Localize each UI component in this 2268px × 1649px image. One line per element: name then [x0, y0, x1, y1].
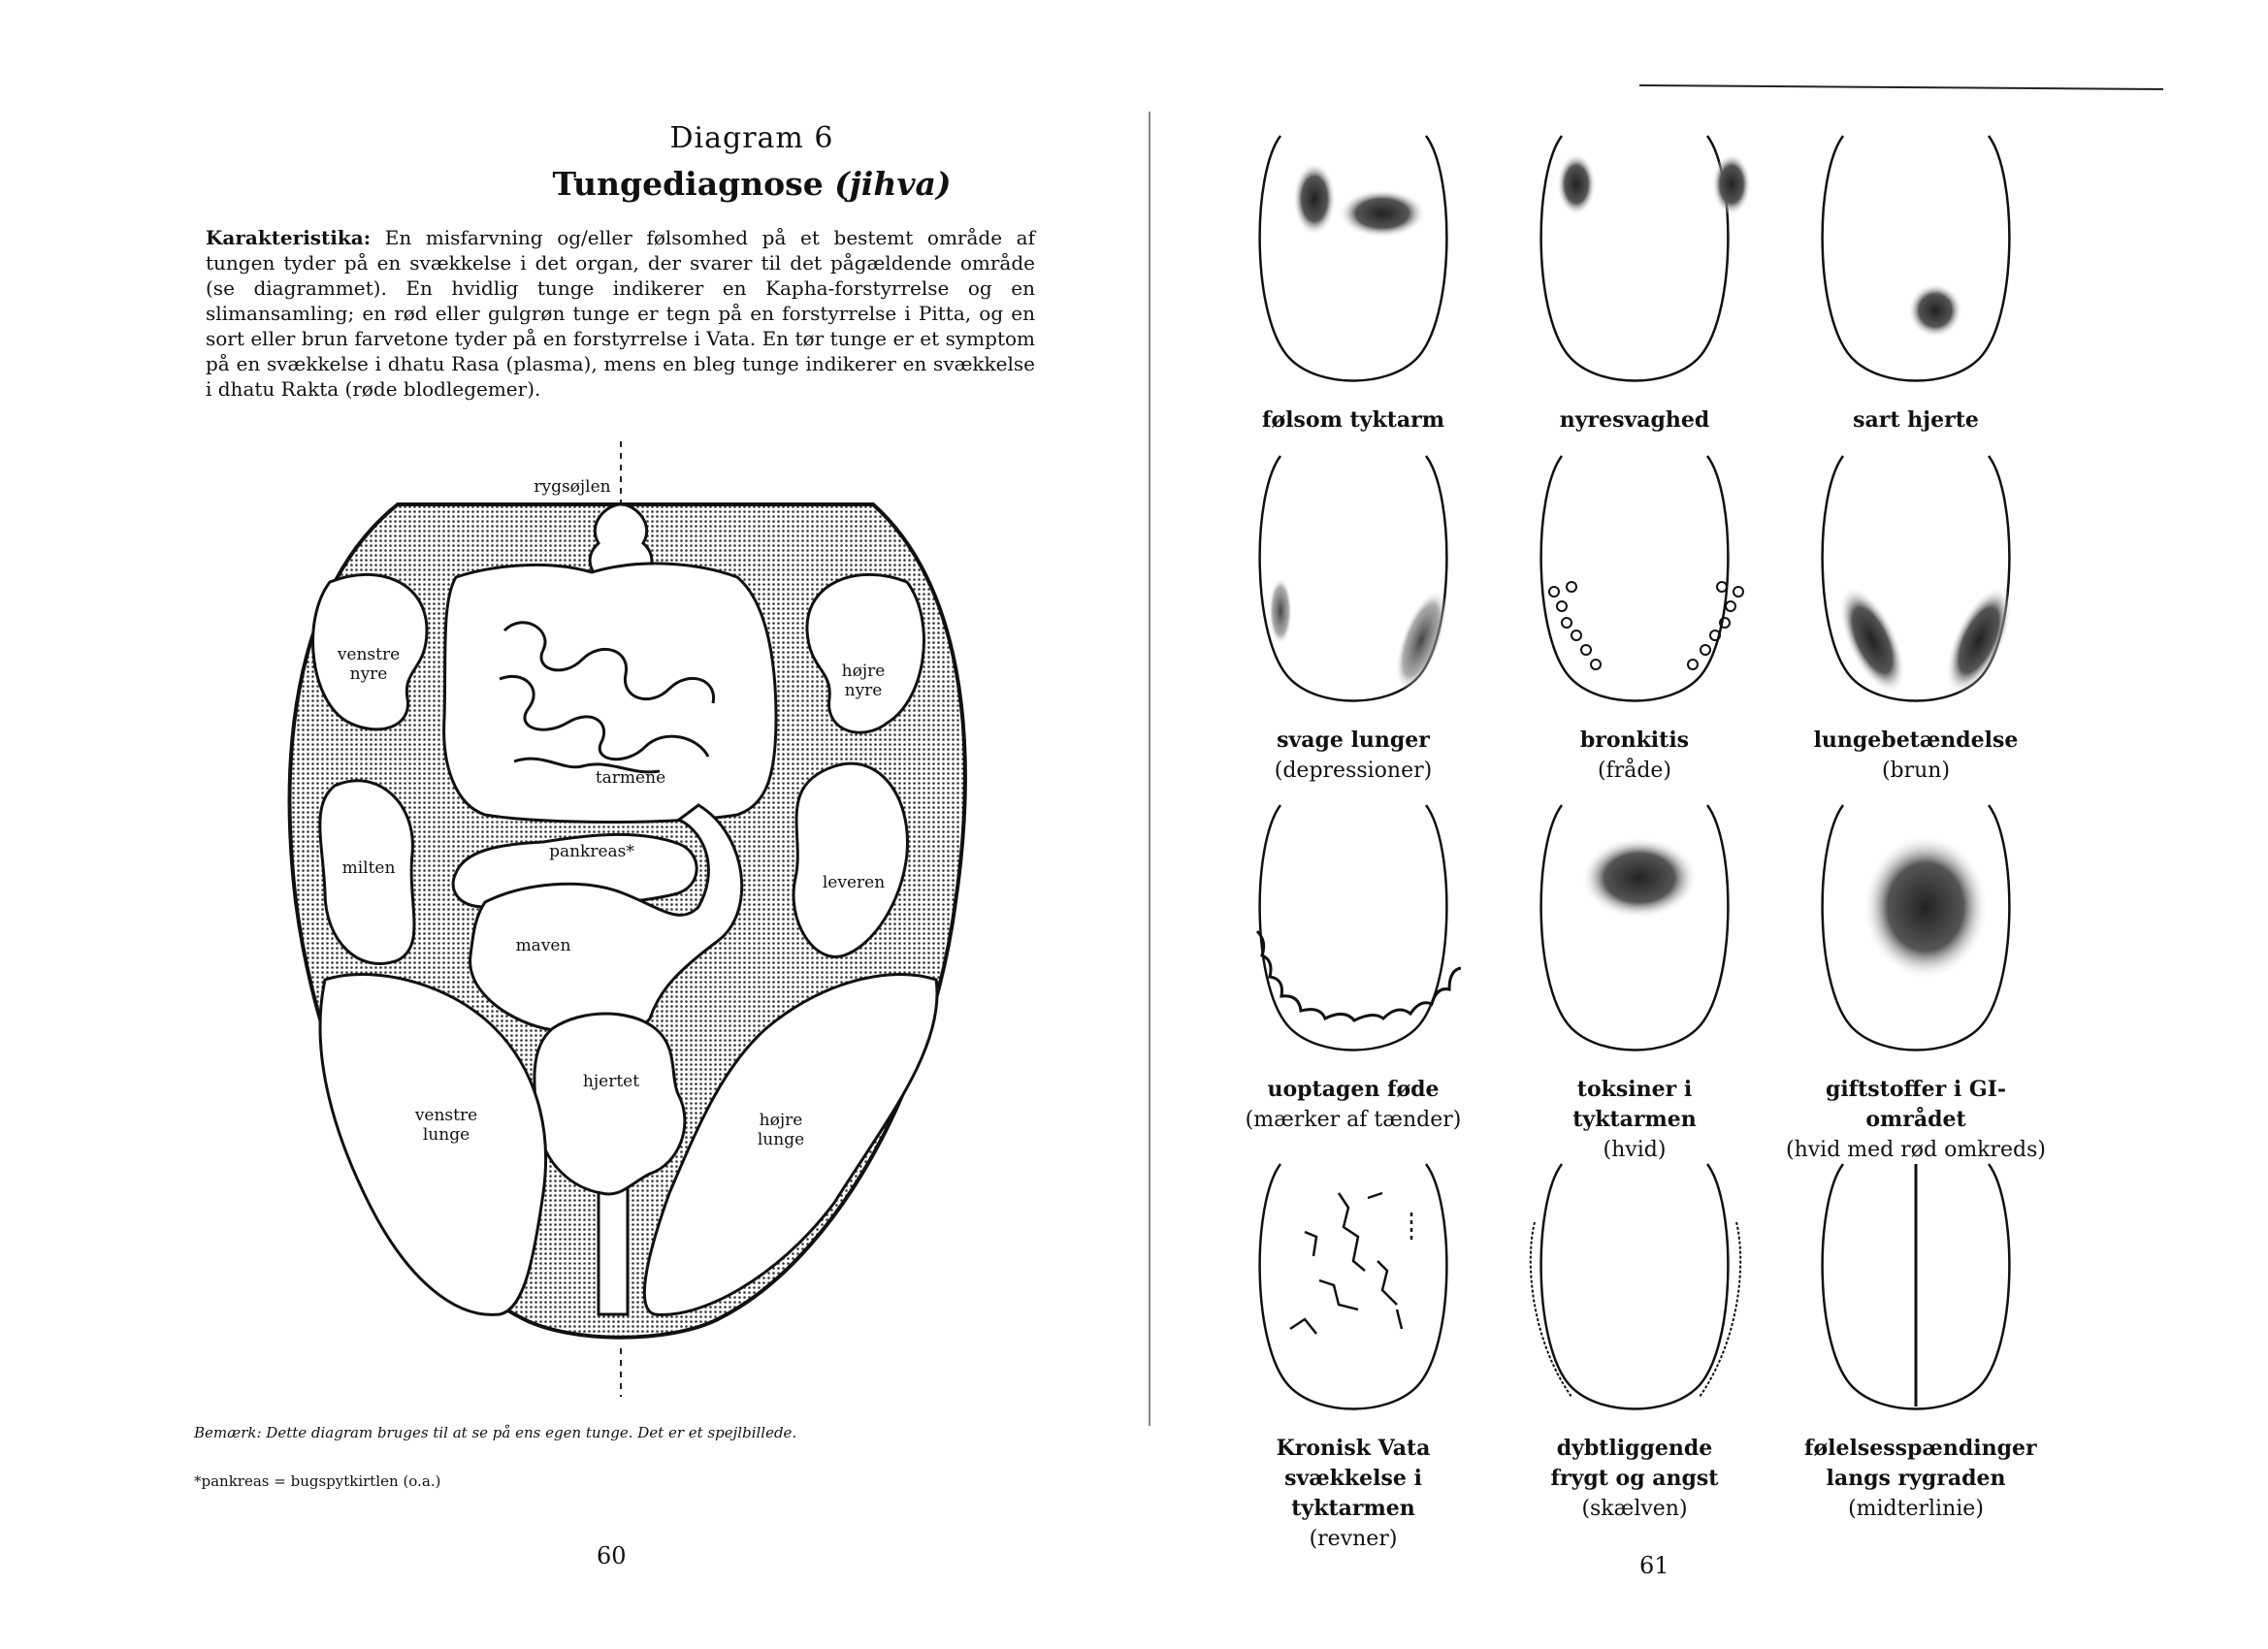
marking-2b — [1712, 153, 1751, 215]
caption-6 — [1785, 726, 2047, 786]
caption-12-normal: (midterlinie) — [1848, 1497, 1984, 1521]
caption-11-bold: dybtliggende frygt og angst — [1550, 1436, 1719, 1491]
label-liver: leveren — [822, 873, 886, 892]
marking-1b — [1339, 189, 1426, 238]
caption-7-bold: uoptagen føde — [1267, 1077, 1440, 1102]
label-left-kidney: venstre nyre — [337, 645, 401, 684]
caption-6-bold: lungebetændelse — [1813, 728, 2019, 753]
caption-1 — [1222, 405, 1484, 436]
marking-9 — [1863, 834, 1989, 980]
label-heart: hjertet — [582, 1072, 640, 1091]
label-spleen: milten — [341, 858, 396, 878]
label-left-lung: venstre lunge — [414, 1106, 478, 1145]
caption-2 — [1504, 405, 1766, 436]
caption-12 — [1785, 1434, 2047, 1524]
caption-11 — [1504, 1434, 1766, 1524]
caption-4-bold: svage lunger — [1277, 728, 1430, 753]
header-rule — [1639, 85, 2163, 89]
marking-5 — [1549, 582, 1743, 669]
marking-4b — [1384, 583, 1457, 696]
caption-7 — [1222, 1075, 1484, 1135]
caption-9 — [1785, 1075, 2047, 1165]
title-main: Tungediagnose — [552, 165, 824, 203]
mirror-note: Bemærk: Dette diagram bruges til at se på ens egen tunge. Det er et spejlbillede. — [194, 1424, 797, 1441]
marking-1a — [1293, 162, 1336, 236]
characteristics-text: En misfarvning og/eller følsomhed på et bestemt område af tungen tyder på en svækkelse i det organ, der svarer til det pågældende område (se diagrammet). En hvidlig tunge indikerer en Kapha-forstyrrelse og en slimansamling; en rød eller gulgrøn tunge er tegn på en forstyrrelse i Pitta, og en sort eller brun farvetone tyder på en forstyrrelse i Vata. En tør tunge er et symptom på en svækkelse i dhatu Rasa (plasma), mens en bleg tunge indikerer en svækkelse i dhatu Rakta (røde blodlegemer). — [206, 226, 1035, 401]
label-pancreas: pankreas* — [549, 842, 634, 861]
marking-6a — [1826, 577, 1919, 703]
caption-2-bold: nyresvaghed — [1559, 407, 1710, 433]
page-number-right: 61 — [1639, 1552, 1669, 1579]
title-sub: (jihva) — [834, 165, 952, 203]
marking-8 — [1581, 837, 1698, 919]
caption-8-bold: toksiner i tyktarmen — [1572, 1077, 1697, 1132]
footnote: *pankreas = bugspytkirtlen (o.a.) — [194, 1472, 441, 1490]
marking-2a — [1557, 153, 1596, 215]
label-right-kidney: højre nyre — [841, 662, 886, 700]
label-right-lung: højre lunge — [757, 1111, 805, 1149]
caption-4 — [1222, 726, 1484, 786]
tongue-outline-3 — [1823, 136, 2010, 381]
caption-9-bold: giftstoffer i GI-området — [1825, 1077, 2007, 1132]
caption-11-normal: (skælven) — [1581, 1497, 1688, 1521]
tongue-outline-5 — [1541, 456, 1729, 701]
label-spine: rygsøjlen — [534, 477, 611, 497]
caption-4-normal: (depressioner) — [1274, 759, 1433, 783]
caption-12-bold: følelsesspændinger langs rygraden — [1804, 1436, 2037, 1491]
caption-8 — [1504, 1075, 1766, 1165]
diagram-label: Diagram 6 — [669, 121, 834, 155]
marking-4a — [1269, 577, 1292, 645]
marking-3 — [1908, 283, 1962, 338]
caption-5-bold: bronkitis — [1579, 728, 1690, 753]
tongue-outline-10 — [1260, 1164, 1447, 1409]
caption-10-bold: Kronisk Vata svækkelse i tyktarmen — [1276, 1436, 1431, 1521]
label-stomach: maven — [515, 936, 571, 955]
tongue-outline-1 — [1260, 136, 1447, 381]
caption-1-bold: følsom tyktarm — [1262, 407, 1444, 433]
characteristics-lead: Karakteristika: — [206, 226, 372, 249]
page-number-left: 60 — [597, 1542, 627, 1569]
marking-6b — [1932, 577, 2025, 703]
caption-8-normal: (hvid) — [1603, 1138, 1667, 1162]
tongue-outline-7 — [1260, 805, 1447, 1051]
caption-3 — [1785, 405, 2047, 436]
marking-10 — [1290, 1193, 1411, 1334]
caption-6-normal: (brun) — [1881, 759, 1951, 783]
heart-shape — [535, 1014, 685, 1194]
caption-5 — [1504, 726, 1766, 786]
caption-10-normal: (revner) — [1309, 1527, 1398, 1551]
label-intestines: tarmene — [595, 768, 666, 788]
caption-10 — [1222, 1434, 1484, 1554]
tongue-outline-11 — [1541, 1164, 1729, 1409]
caption-3-bold: sart hjerte — [1853, 407, 1979, 433]
caption-5-normal: (fråde) — [1597, 759, 1672, 783]
caption-9-normal: (hvid med rød omkreds) — [1785, 1138, 2047, 1162]
caption-7-normal: (mærker af tænder) — [1245, 1108, 1462, 1132]
